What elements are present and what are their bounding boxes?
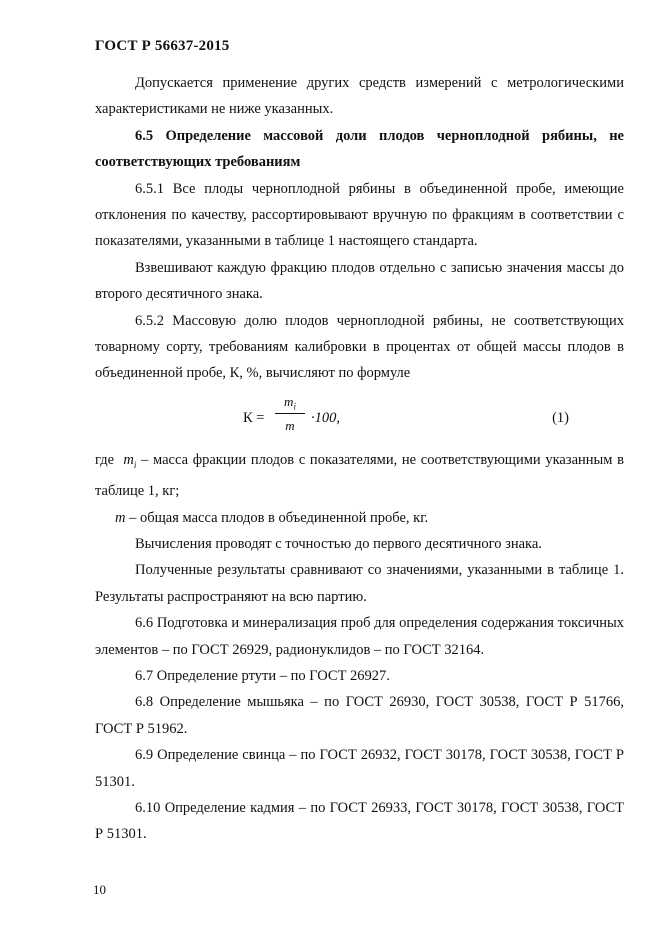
formula-multiplier: ·100, (311, 409, 340, 426)
variable-mi (123, 452, 136, 468)
paragraph-6-7: 6.7 Определение ртути – по ГОСТ 26927. (135, 668, 390, 685)
formula-1 (95, 391, 624, 443)
where-lead: где (95, 451, 115, 468)
formula-numerator (275, 391, 305, 413)
var1-letter: m (123, 451, 134, 468)
variable-m: m (115, 509, 126, 526)
definition-mi: – масса фракции плодов с показателями, не соответствующими указанным в таблице 1, кг; (95, 451, 624, 500)
paragraph-compare-results: Полученные результаты сравнивают со значениями, указанными в таблице 1. Результаты распространяют на всю партию. (95, 562, 624, 605)
formula-fraction (275, 391, 305, 438)
formula-denominator: m (285, 417, 295, 433)
paragraph-other-instruments: Допускается применение других средств измерений с метрологическими характеристиками не ниже указанных. (95, 75, 624, 118)
paragraph-6-10: 6.10 Определение кадмия – по ГОСТ 26933, ГОСТ 30178, ГОСТ 30538, ГОСТ Р 51301. (95, 800, 624, 843)
formula-number: (1) (552, 409, 569, 426)
paragraph-6-9: 6.9 Определение свинца – по ГОСТ 26932, ГОСТ 30178, ГОСТ 30538, ГОСТ Р 51301. (95, 747, 624, 790)
paragraph-calc-precision: Вычисления проводят с точностью до первого десятичного знака. (135, 535, 542, 552)
section-heading-6-5: 6.5 Определение массовой доли плодов черноплодной рябины, не соответствующих требованиям (95, 127, 624, 171)
paragraph-6-5-2: 6.5.2 Массовую долю плодов черноплодной рябины, не соответствующих товарному сорту, требованиям калибровки в процентах от общей массы плодов в объединенной пробе, К, %, вычисляют по формуле (95, 312, 624, 382)
document-code: ГОСТ Р 56637-2015 (95, 38, 230, 54)
paragraph-6-8: 6.8 Определение мышьяка – по ГОСТ 26930, ГОСТ 30538, ГОСТ Р 51766, ГОСТ Р 51962. (95, 694, 624, 737)
where-definition-1 (95, 447, 624, 505)
page-number: 10 (93, 882, 106, 897)
paragraph-6-6: 6.6 Подготовка и минерализация проб для определения содержания токсичных элементов – по ГОСТ 26929, радионуклидов – по ГОСТ 32164. (95, 615, 624, 658)
numerator-variable: m (284, 393, 294, 409)
paragraph-6-5-1: 6.5.1 Все плоды черноплодной рябины в объединенной пробе, имеющие отклонения по качеству, рассортировывают вручную по фракциям в соответствии с показателями, указанными в таблице 1 настоящего стандарта. (95, 180, 624, 250)
var1-subscript: i (133, 459, 137, 470)
where-definition-2 (95, 505, 624, 531)
numerator-subscript: i (293, 401, 296, 412)
definition-m: – общая масса плодов в объединенной пробе, кг. (125, 509, 429, 526)
document-body (95, 70, 624, 848)
paragraph-weighing: Взвешивают каждую фракцию плодов отдельно с записью значения массы до второго десятичного знака. (95, 259, 624, 303)
formula-lhs: К = (243, 409, 265, 426)
